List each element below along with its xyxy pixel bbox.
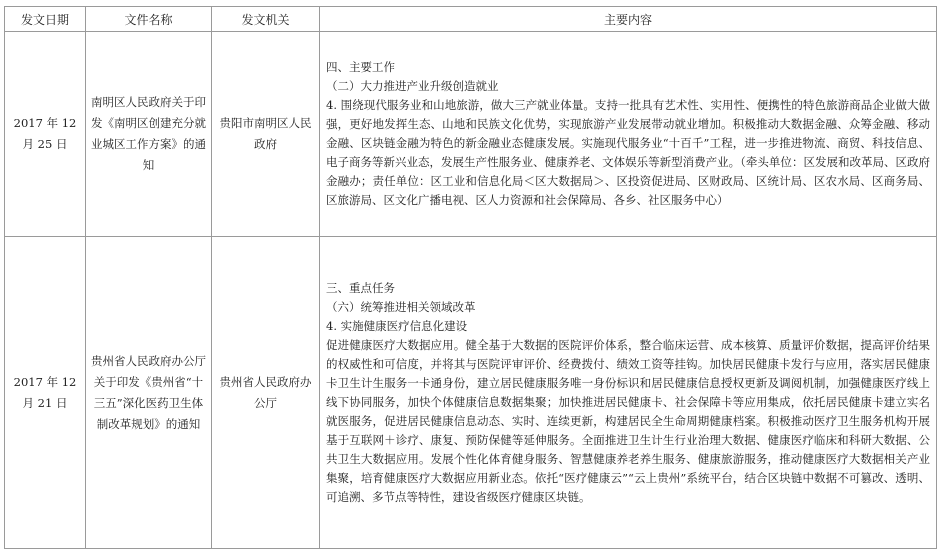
table-header-row [5, 7, 937, 32]
header-issue-date: 发文日期 [5, 7, 86, 32]
content-paragraph: 促进健康医疗大数据应用。健全基于大数据的医院评价体系，整合临床运营、成本核算、质量评价数据，提高评价结果的权威性和可信度，并将其与医院评审评价、经费拨付、绩效工资等挂钩。加快居民健康卡发行与应用，落实居民健康卡卫生计生服务一卡通身份，建立居民健康服务唯一身份标识和居民健康信息授权更新及调阅机制，加强健康医疗线上线下协同服务，加快个体健康信息数据集聚；加快推进居民健康卡、社会保障卡等应用集成，依托居民健康卡建立实名就医服务，促进居民健康信息动态、实时、连续更新，构建居民全生命周期健康档案。积极推动医疗卫生服务机构开展基于互联网＋诊疗、康复、预防保健等延伸服务。全面推进卫生计生行业治理大数据、健康医疗临床和科研大数据、公共卫生大数据应用。发展个性化体育健身服务、智慧健康养老养生服务、健康旅游服务，推动健康医疗大数据相关产业集聚，培育健康医疗大数据应用新业态。依托“医疗健康云”“云上贵州”系统平台，结合区块链中数据不可篡改、透明、可追溯、多节点等特性，建设省级医疗健康区块链。 [326, 337, 930, 504]
policy-document-table [4, 6, 937, 549]
header-main-content: 主要内容 [320, 7, 937, 32]
issue-date-cell: 2017 年 12 月 21 日 [5, 237, 86, 549]
table-row [5, 32, 937, 237]
document-name-cell: 南明区人民政府关于印发《南明区创建充分就业城区工作方案》的通知 [86, 32, 212, 237]
header-document-name: 文件名称 [86, 7, 212, 32]
document-name-cell: 贵州省人民政府办公厅关于印发《贵州省“十三五”深化医药卫生体制改革规划》的通知 [86, 237, 212, 549]
main-content-cell [320, 32, 937, 237]
issuing-authority-cell: 贵州省人民政府办公厅 [212, 237, 320, 549]
main-content-cell [320, 237, 937, 549]
table-row [5, 237, 937, 549]
content-paragraph: 4. 围绕现代服务业和山地旅游，做大三产就业体量。支持一批具有艺术性、实用性、便携性的特色旅游商品企业做大做强，更好地发挥生态、山地和民族文化优势，实现旅游产业发展带动就业增加。积极推动大数据金融、众筹金融、移动金融、区块链金融为特色的新金融业态健康发展。实施现代服务业“十百千”工程，进一步推进物流、商贸、科技信息、电子商务等新兴业态，发展生产性服务业、健康养老、文体娱乐等新型消费产业。（牵头单位：区发展和改革局、区政府金融办；责任单位：区工业和信息化局＜区大数据局＞、区投资促进局、区财政局、区统计局、区农水局、区商务局、区旅游局、区文化广播电视、区人力资源和社会保障局、各乡、社区服务中心） [326, 98, 930, 207]
header-issuing-authority: 发文机关 [212, 7, 320, 32]
content-subheading: （二）大力推进产业升级创造就业 [326, 79, 499, 93]
content-heading: 三、重点任务 [326, 280, 395, 295]
content-heading: 四、主要工作 [326, 60, 395, 74]
content-subheading: （六）统筹推进相关领域改革 [326, 299, 476, 314]
content-item-title: 4. 实施健康医疗信息化建设 [326, 318, 468, 333]
issuing-authority-cell: 贵阳市南明区人民政府 [212, 32, 320, 237]
issue-date-cell: 2017 年 12 月 25 日 [5, 32, 86, 237]
